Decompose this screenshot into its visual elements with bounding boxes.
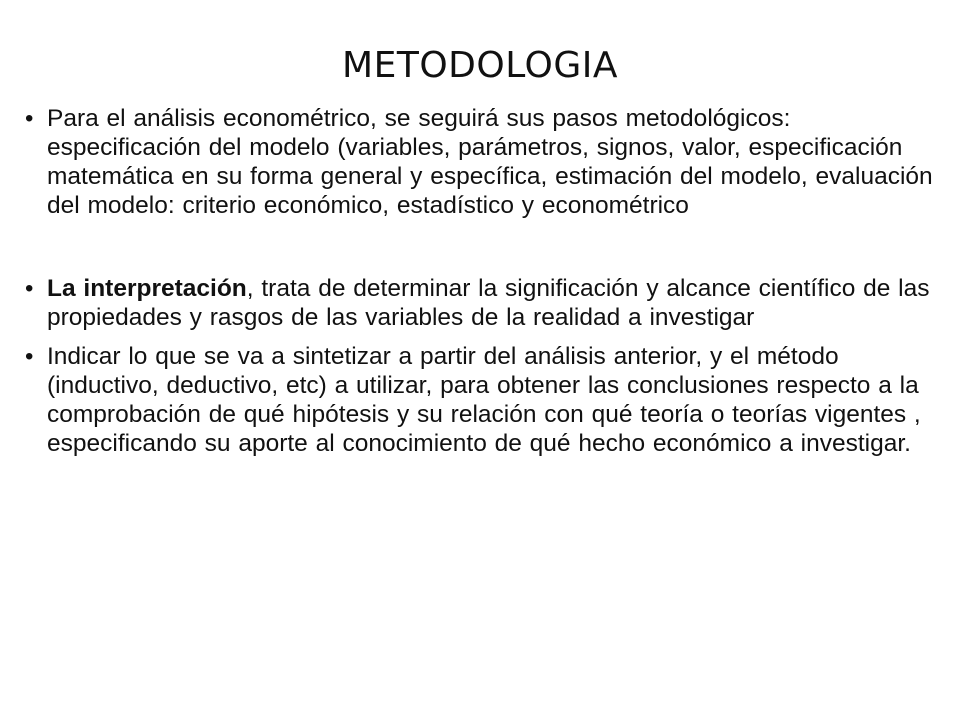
- bullet-dot-icon: •: [25, 105, 34, 132]
- bullet-text: Para el análisis econométrico, se seguirá sus pasos metodológicos: especificación del modelo (variables, parámetros, signos, valor, especificación matemática en su forma general y específica, estimación del modelo, evaluación del modelo: criterio económico, estadístico y econométrico: [47, 105, 933, 219]
- bullet-list: [25, 104, 935, 458]
- bullet-item-conclusion: [25, 342, 935, 458]
- bullet-text-wrapper: [47, 274, 935, 332]
- bullet-dot-icon: •: [25, 275, 34, 302]
- bullet-lead-text: La interpretación: [47, 275, 247, 302]
- bullet-dot-icon: •: [25, 343, 34, 370]
- bullet-text: , trata de determinar la significación y alcance científico de las propiedades y rasgos de las variables de la realidad a investigar: [47, 275, 930, 331]
- bullet-text: Indicar lo que se va a sintetizar a partir del análisis anterior, y el método (inductivo, deductivo, etc) a utilizar, para obtener las conclusiones respecto a la comprobación de qué hipótesis y su relación con qué teoría o teorías vigentes , especificando su aporte al conocimiento de qué hecho económico a investigar.: [47, 343, 921, 457]
- bullet-item-interpretation: [25, 274, 935, 332]
- slide-title: METODOLOGIA: [342, 45, 618, 86]
- bullet-item-analysis: [25, 104, 935, 220]
